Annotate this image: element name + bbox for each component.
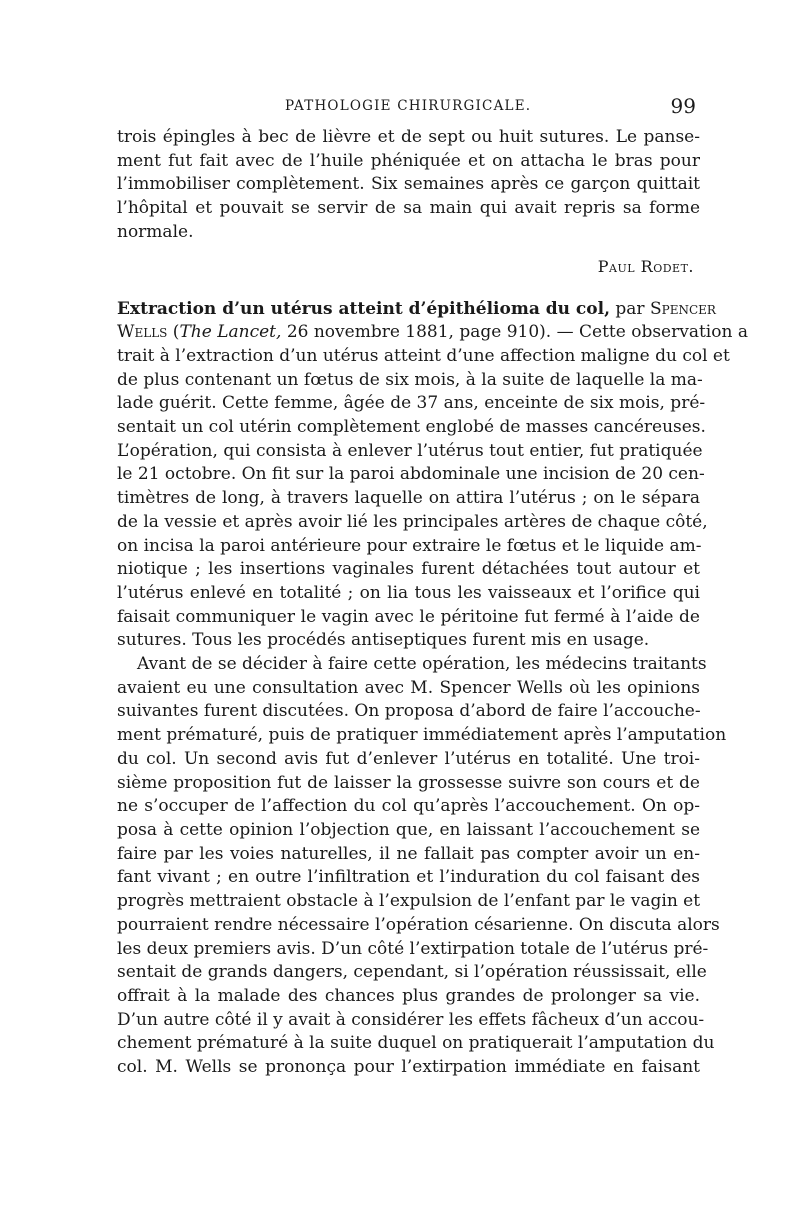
text-line: sième proposition fut de laisser la grossesse suivre son cours et de (117, 772, 700, 793)
text-line: ment prématuré, puis de pratiquer immédiatement après l’amputation (117, 725, 727, 746)
text-line: du col. Un second avis fut d’enlever l’utérus en totalité. Une troi- (117, 748, 700, 769)
text-line: sutures. Tous les procédés antiseptiques furent mis en usage. (117, 630, 650, 651)
text-line: fant vivant ; en outre l’infiltration et l’induration du col faisant des (117, 867, 700, 888)
citation-details: 26 novembre 1881, page 910). — Cette observation a (286, 322, 748, 343)
text-line: trait à l’extraction d’un utérus atteint d’une affection maligne du col et (117, 345, 730, 366)
text-line: D’un autre côté il y avait à considérer les effets fâcheux d’un accou- (117, 1009, 705, 1030)
running-head (117, 96, 700, 126)
text-line: col. M. Wells se prononça pour l’extirpation immédiate en faisant (117, 1057, 700, 1078)
text-line: lade guérit. Cette femme, âgée de 37 ans, enceinte de six mois, pré- (117, 393, 706, 414)
article-title: Extraction d’un utérus atteint d’épithélioma du col, (117, 298, 610, 319)
text-line: normale. (117, 221, 194, 242)
text-line: trois épingles à bec de lièvre et de sept ou huit sutures. Le panse- (117, 127, 700, 147)
text-line: avaient eu une consultation avec M. Spencer Wells où les opinions (117, 677, 700, 698)
text-line: L’opération, qui consista à enlever l’utérus tout entier, fut pratiquée (117, 440, 703, 461)
text-line: suivantes furent discutées. On proposa d’abord de faire l’accouche- (117, 701, 701, 722)
page-number: 99 (670, 94, 696, 118)
text-line: ment fut fait avec de l’huile phéniquée et on attacha le bras pour (117, 150, 700, 171)
text-line: sentait de grands dangers, cependant, si l’opération réussissait, elle (117, 962, 707, 983)
text-line: faire par les voies naturelles, il ne fallait pas compter avoir un en- (117, 843, 700, 864)
text-line: offrait à la malade des chances plus grandes de prolonger sa vie. (117, 985, 700, 1006)
text-line: pourraient rendre nécessaire l’opération césarienne. On discuta alors (117, 914, 720, 935)
text-line: de plus contenant un fœtus de six mois, à la suite de laquelle la ma- (117, 369, 703, 390)
previous-article-ending (117, 126, 700, 245)
text-line: les deux premiers avis. D’un côté l’extirpation totale de l’utérus pré- (117, 938, 709, 959)
text-line: sentait un col utérin complètement englobé de masses cancéreuses. (117, 417, 706, 438)
text-line: faisait communiquer le vagin avec le péritoine fut fermé à l’aide de (117, 606, 700, 627)
running-title: PATHOLOGIE CHIRURGICALE. (285, 98, 532, 114)
text-line: Avant de se décider à faire cette opération, les médecins traitants (137, 654, 707, 675)
book-page (117, 94, 748, 1080)
text-line: progrès mettraient obstacle à l’expulsion de l’enfant par le vagin et (117, 891, 701, 912)
article-author-first: Spencer (649, 298, 716, 319)
text-line: l’hôpital et pouvait se servir de sa main qui avait repris sa forme (117, 198, 700, 219)
journal-name: The Lancet, (179, 322, 282, 343)
text-line: posa à cette opinion l’objection que, en laissant l’accouchement se (117, 819, 700, 840)
article-heading-line (117, 298, 716, 322)
text-line: l’utérus enlevé en totalité ; on lia tous les vaisseaux et l’orifice qui (117, 582, 700, 603)
text-line: timètres de long, à travers laquelle on attira l’utérus ; on le sépara (117, 488, 700, 509)
text-line: niotique ; les insertions vaginales furent détachées tout autour et (117, 559, 700, 580)
text-line: chement prématuré à la suite duquel on pratiquerait l’amputation du (117, 1033, 715, 1054)
author-signature: Paul Rodet. (597, 256, 694, 276)
article-author-last: Wells (117, 322, 168, 343)
article (117, 298, 748, 1080)
text-line: de la vessie et après avoir lié les principales artères de chaque côté, (117, 511, 708, 532)
article-citation-line: Wells (The Lancet, 26 novembre 1881, page 910). — Cette observation a (117, 322, 748, 343)
text-line: l’immobiliser complètement. Six semaines après ce garçon quittait (117, 174, 700, 195)
text-line: le 21 octobre. On fit sur la paroi abdominale une incision de 20 cen- (117, 464, 705, 485)
article-by: par (615, 298, 645, 319)
text-line: ne s’occuper de l’affection du col qu’après l’accouchement. On op- (117, 796, 700, 817)
text-line: on incisa la paroi antérieure pour extraire le fœtus et le liquide am- (117, 535, 702, 556)
